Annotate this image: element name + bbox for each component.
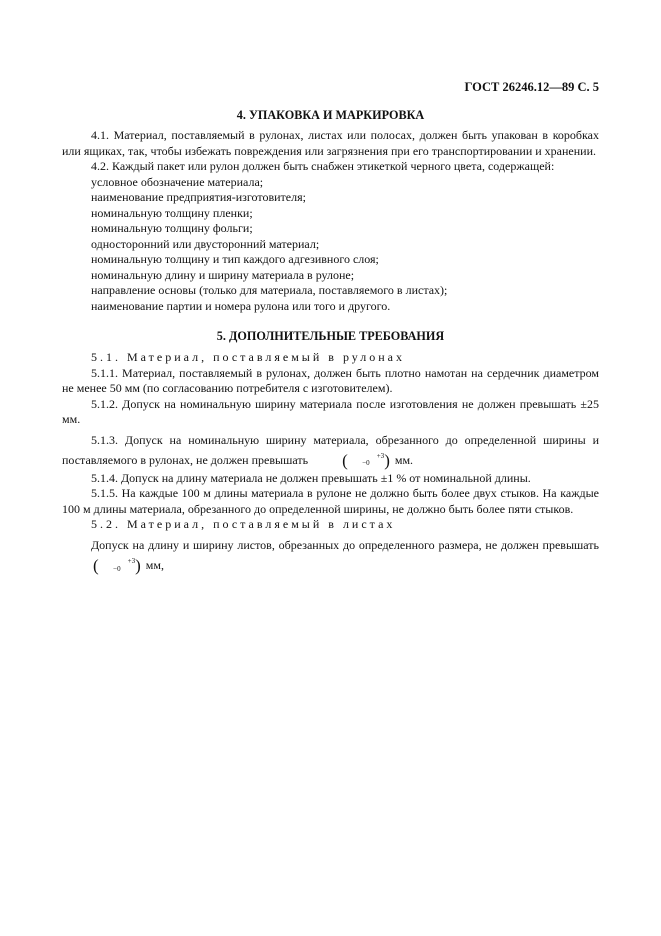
- list-item: номинальную толщину фольги;: [91, 221, 253, 235]
- section-5-title: 5. ДОПОЛНИТЕЛЬНЫЕ ТРЕБОВАНИЯ: [216, 329, 445, 343]
- tolerance-notation: ( +3 −0 ): [342, 450, 390, 470]
- list-item: направление основы (только для материала, поставляемого в листах);: [91, 283, 448, 297]
- label-contents-list: [62, 175, 599, 315]
- list-item: наименование партии и номера рулона или того и другого.: [91, 298, 391, 313]
- page-header: ГОСТ 26246.12—89 С. 5: [464, 80, 599, 94]
- subheading-5-1: 5.1. Материал, поставляемый в рулонах: [91, 350, 405, 364]
- paragraph-5-1-3: 5.1.3. Допуск на номинальную ширину материала, обрезанного до определенной ширины и поставляемого в рулонах, не должен превышать ( +3 −0 ) мм.: [62, 432, 599, 470]
- tolerance-notation: ( +3 −0 ): [93, 556, 141, 576]
- list-item: наименование предприятия-изготовителя;: [91, 190, 306, 204]
- paragraph-5-2: Допуск на длину и ширину листов, обрезанных до определенного размера, не должен превышать ( +3 −0 ) мм,: [62, 535, 599, 576]
- list-item: номинальную толщину и тип каждого адгезивного слоя;: [91, 252, 379, 266]
- list-item: номинальную толщину пленки;: [91, 205, 253, 220]
- subheading-5-2: 5.2. Материал, поставляемый в листах: [91, 517, 396, 532]
- paragraph-5-1-5: 5.1.5. На каждые 100 м длины материала в рулоне не должно быть более двух стыков. На каждые 100 м длины материала, обрезанного до определенной ширины, не должно быть более пяти стыков.: [62, 486, 599, 516]
- paragraph-5-1-2: 5.1.2. Допуск на номинальную ширину материала после изготовления не должен превышать ±25 мм.: [62, 396, 599, 426]
- document-body: [62, 100, 599, 576]
- list-item: условное обозначение материала;: [91, 174, 264, 189]
- list-item: односторонний или двусторонний материал;: [91, 236, 320, 251]
- list-item: номинальную длину и ширину материала в рулоне;: [91, 267, 355, 282]
- section-4-title: 4. УПАКОВКА И МАРКИРОВКА: [236, 108, 425, 122]
- paragraph-4-2: 4.2. Каждый пакет или рулон должен быть снабжен этикеткой черного цвета, содержащей:: [91, 159, 555, 173]
- paragraph-5-1-1: 5.1.1. Материал, поставляемый в рулонах, должен быть плотно намотан на сердечник диаметром не менее 50 мм (по согласованию потребителя с изготовителем).: [62, 365, 599, 395]
- paragraph-5-1-4: 5.1.4. Допуск на длину материала не должен превышать ±1 % от номинальной длины.: [91, 470, 531, 485]
- paragraph-4-1: 4.1. Материал, поставляемый в рулонах, листах или полосах, должен быть упакован в коробках или ящиках, так, чтобы избежать повреждения или загрязнения при его транспортировании и хранении.: [62, 128, 599, 158]
